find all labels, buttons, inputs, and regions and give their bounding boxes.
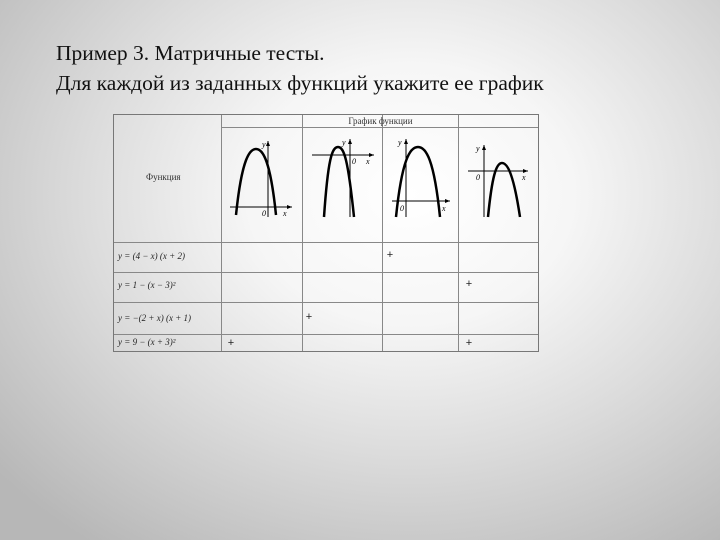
answer-mark[interactable]: + [227,337,235,349]
row-divider [114,302,538,303]
axis-y-label: y [476,144,480,153]
column-divider [221,115,222,351]
title-line-2: Для каждой из заданных функций укажите ее график [56,71,544,95]
function-label-1: y = (4 − x) (x + 2) [118,251,185,261]
function-label-2: y = 1 − (x − 3)² [118,280,176,290]
axis-x-label: x [283,209,287,218]
graph-3 [390,137,454,219]
graph-2 [310,137,378,219]
answer-mark[interactable]: + [465,278,473,290]
graph-4-plot [466,137,532,219]
row-divider [114,272,538,273]
axis-x-label: x [522,173,526,182]
column-divider [458,115,459,351]
matching-matrix-table [113,114,539,352]
answer-mark[interactable]: + [305,311,313,323]
column-divider [382,115,383,351]
origin-label: 0 [352,157,356,166]
origin-label: 0 [262,209,266,218]
graphs-column-header: График функции [348,116,413,126]
header-divider [221,127,538,128]
answer-mark[interactable]: + [386,249,394,261]
function-label-4: y = 9 − (x + 3)² [118,337,176,347]
slide-title [56,38,544,98]
answer-mark[interactable]: + [465,337,473,349]
axis-x-label: x [442,204,446,213]
functions-row-header: Функция [146,172,181,182]
origin-label: 0 [476,173,480,182]
row-divider [114,334,538,335]
axis-y-label: y [398,138,402,147]
graph-4 [466,137,532,219]
graph-3-plot [390,137,454,219]
graph-1 [228,137,296,219]
graph-2-plot [310,137,378,219]
axis-y-label: y [262,140,266,149]
title-line-1: Пример 3. Матричные тесты. [56,41,325,65]
function-label-3: y = −(2 + x) (x + 1) [118,313,192,323]
row-divider [114,242,538,243]
graph-1-plot [228,137,296,219]
axis-y-label: y [342,138,346,147]
axis-x-label: x [366,157,370,166]
origin-label: 0 [400,204,404,213]
